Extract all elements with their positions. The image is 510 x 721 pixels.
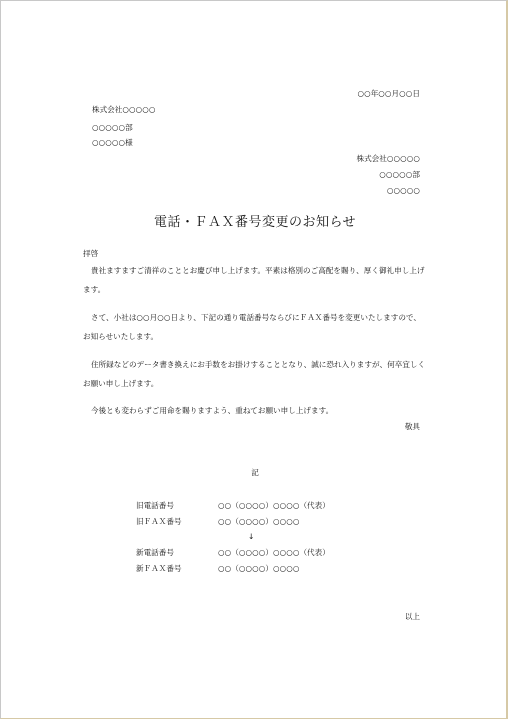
new-phone-value: ○○（○○○○）○○○○（代表） [218,548,330,557]
notes-heading: 記 [251,468,259,477]
recipient-department: ○○○○○部 [92,123,133,132]
new-phone-label: 新電話番号 [136,548,174,557]
paragraph-4: 今後とも変わらずご用命を賜りますよう、重ねてお願い申し上げます。 [91,406,334,415]
recipient-name: ○○○○○様 [92,138,133,147]
old-phone-value: ○○（○○○○）○○○○（代表） [218,501,330,510]
old-phone-label: 旧電話番号 [136,501,174,510]
document-date: ○○年○○月○○日 [357,89,420,98]
paragraph-3: 住所録などのデータ書き換えにお手数をお掛けすることとなり、誠に恐れ入りますが、何卒宜しくお願い申し上げます。 [83,360,426,388]
paragraph-1: 貴社ますますご清祥のこととお慶び申し上げます。平素は格別のご高配を賜り、厚く御礼申し上げます。 [83,266,425,294]
old-fax-label: 旧ＦＡＸ番号 [136,517,182,526]
new-fax-label: 新ＦＡＸ番号 [136,564,182,573]
old-fax-value: ○○（○○○○）○○○○ [218,517,300,526]
sender-company: 株式会社○○○○○ [356,154,420,163]
closing-word: 敬具 [404,422,420,431]
document-title: 電話・ＦＡＸ番号変更のお知らせ [153,215,357,230]
paragraph-2: さて、小社は○○月○○日より、下記の通り電話番号ならびにＦＡＸ番号を変更いたしますので、お知らせいたします。 [83,313,421,341]
sender-department: ○○○○○部 [379,170,420,179]
greeting: 拝啓 [83,249,99,258]
down-arrow-icon: ↓ [248,532,255,541]
sender-name: ○○○○○ [386,186,420,195]
end-word: 以上 [404,612,420,621]
new-fax-value: ○○（○○○○）○○○○ [218,564,300,573]
recipient-company: 株式会社○○○○○ [92,105,156,114]
